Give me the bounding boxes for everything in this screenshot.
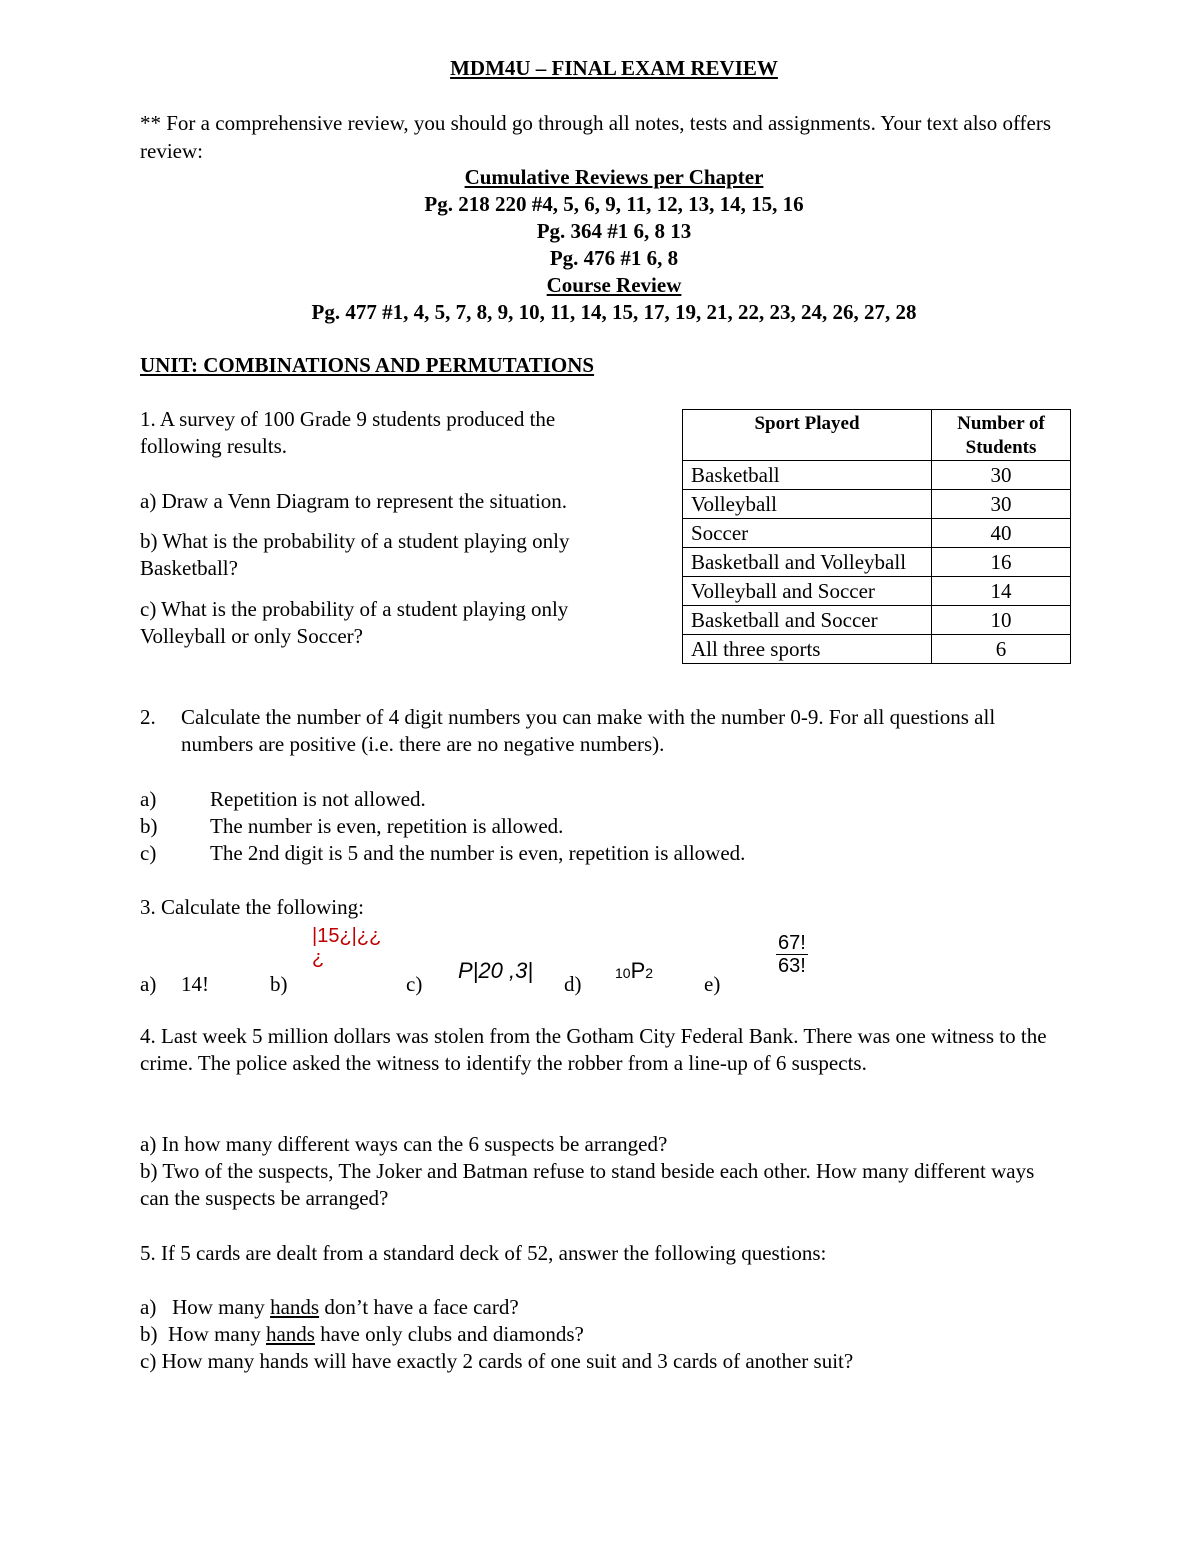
q3-e-denominator: 63! [778, 955, 806, 977]
q1-part-c: c) What is the probability of a student playing only Volleyball or only Soccer? [140, 597, 569, 648]
q2-c: The 2nd digit is 5 and the number is even, repetition is allowed. [210, 841, 746, 865]
q5-part-c: c) How many hands will have exactly 2 cards of one suit and 3 cards of another suit? [140, 1349, 854, 1373]
review-line-1: Pg. 218 220 #4, 5, 6, 9, 11, 12, 13, 14, 15, 16 [424, 192, 804, 216]
q5-b-underline: hands [265, 1322, 315, 1346]
q3-b-expression [312, 925, 381, 969]
q4-part-a: a) In how many different ways can the 6 suspects be arranged? [140, 1132, 668, 1156]
page-title: MDM4U – FINAL EXAM REVIEW [450, 56, 778, 80]
table-header-row [683, 410, 1071, 461]
sport-cell: All three sports [683, 635, 932, 664]
q3-c-expression: P|20 ,3| [458, 958, 534, 983]
q5-a-post: don’t have a face card? [319, 1295, 519, 1319]
q2-a: Repetition is not allowed. [210, 787, 426, 811]
q3-d-expression [615, 958, 653, 984]
course-review-heading: Course Review [546, 273, 682, 297]
q3-a-label: a) [140, 972, 157, 996]
count-cell: 6 [932, 635, 1071, 664]
sport-cell: Basketball and Volleyball [683, 548, 932, 577]
q3-d-sub2: 2 [645, 965, 654, 981]
q5-b-post: have only clubs and diamonds? [314, 1322, 584, 1346]
count-cell: 30 [932, 461, 1071, 490]
q3-intro: 3. Calculate the following: [140, 895, 364, 919]
q2-b-label: b) [140, 814, 158, 838]
count-cell: 14 [932, 577, 1071, 606]
course-review-line: Pg. 477 #1, 4, 5, 7, 8, 9, 10, 11, 14, 15, 17, 19, 21, 22, 23, 24, 26, 27, 28 [311, 300, 917, 324]
q3-e-numerator: 67! [778, 932, 806, 954]
count-cell: 10 [932, 606, 1071, 635]
sport-cell: Volleyball and Soccer [683, 577, 932, 606]
q1-part-a: a) Draw a Venn Diagram to represent the situation. [140, 489, 568, 513]
header-count: Number of Students [932, 410, 1071, 461]
q2-number: 2. [140, 705, 156, 729]
table-row [683, 577, 1071, 606]
count-cell: 16 [932, 548, 1071, 577]
q1-part-b: b) What is the probability of a student playing only Basketball? [140, 529, 570, 580]
sport-cell: Volleyball [683, 490, 932, 519]
q4-intro: 4. Last week 5 million dollars was stolen from the Gotham City Federal Bank. There was one witness to the crime. The police asked the witness to identify the robber from a line-up of 6 suspects. [140, 1024, 1047, 1075]
table-row [683, 606, 1071, 635]
q1-intro: 1. A survey of 100 Grade 9 students produced the following results. [140, 407, 556, 458]
q2-text: Calculate the number of 4 digit numbers you can make with the number 0-9. For all questions all numbers are positive (i.e. there are no negative numbers). [181, 705, 996, 756]
sports-table [682, 409, 1071, 664]
q4-part-b: b) Two of the suspects, The Joker and Batman refuse to stand beside each other. How many different ways can the suspects be arranged? [140, 1159, 1035, 1210]
q5-a-underline: hands [270, 1295, 320, 1319]
table-row [683, 548, 1071, 577]
table-row [683, 490, 1071, 519]
q3-b-label: b) [270, 972, 288, 996]
review-line-2: Pg. 364 #1 6, 8 13 [536, 219, 692, 243]
header-sport: Sport Played [683, 410, 932, 461]
q5-part-b [140, 1321, 584, 1348]
q3-b-top: |15¿|¿¿ [312, 925, 382, 947]
sport-cell: Basketball and Soccer [683, 606, 932, 635]
q3-b-bottom: ¿ [312, 947, 325, 969]
q3-d-main: P [630, 958, 646, 983]
q5-part-a [140, 1294, 519, 1321]
q2-a-label: a) [140, 787, 157, 811]
q3-a: 14! [181, 972, 209, 996]
table-row [683, 461, 1071, 490]
q3-c-label: c) [406, 972, 423, 996]
intro-text: ** For a comprehensive review, you should go through all notes, tests and assignments. Your text also offers review: [140, 111, 1052, 163]
count-cell: 30 [932, 490, 1071, 519]
q2-b: The number is even, repetition is allowed. [210, 814, 564, 838]
q5-b-pre: b) How many [140, 1322, 266, 1346]
review-line-3: Pg. 476 #1 6, 8 [549, 246, 679, 270]
q3-e-label: e) [704, 972, 721, 996]
q3-d-label: d) [564, 972, 582, 996]
sport-cell: Basketball [683, 461, 932, 490]
count-cell: 40 [932, 519, 1071, 548]
q5-intro: 5. If 5 cards are dealt from a standard deck of 52, answer the following questions: [140, 1241, 827, 1265]
q5-a-pre: a) How many [140, 1295, 271, 1319]
sport-cell: Soccer [683, 519, 932, 548]
table-row [683, 519, 1071, 548]
q3-e-fraction [776, 932, 808, 977]
unit-heading: UNIT: COMBINATIONS AND PERMUTATIONS [140, 353, 595, 377]
q2-c-label: c) [140, 841, 157, 865]
table-row [683, 635, 1071, 664]
q3-d-sub: 10 [615, 965, 631, 981]
cumulative-reviews-heading: Cumulative Reviews per Chapter [464, 165, 764, 189]
